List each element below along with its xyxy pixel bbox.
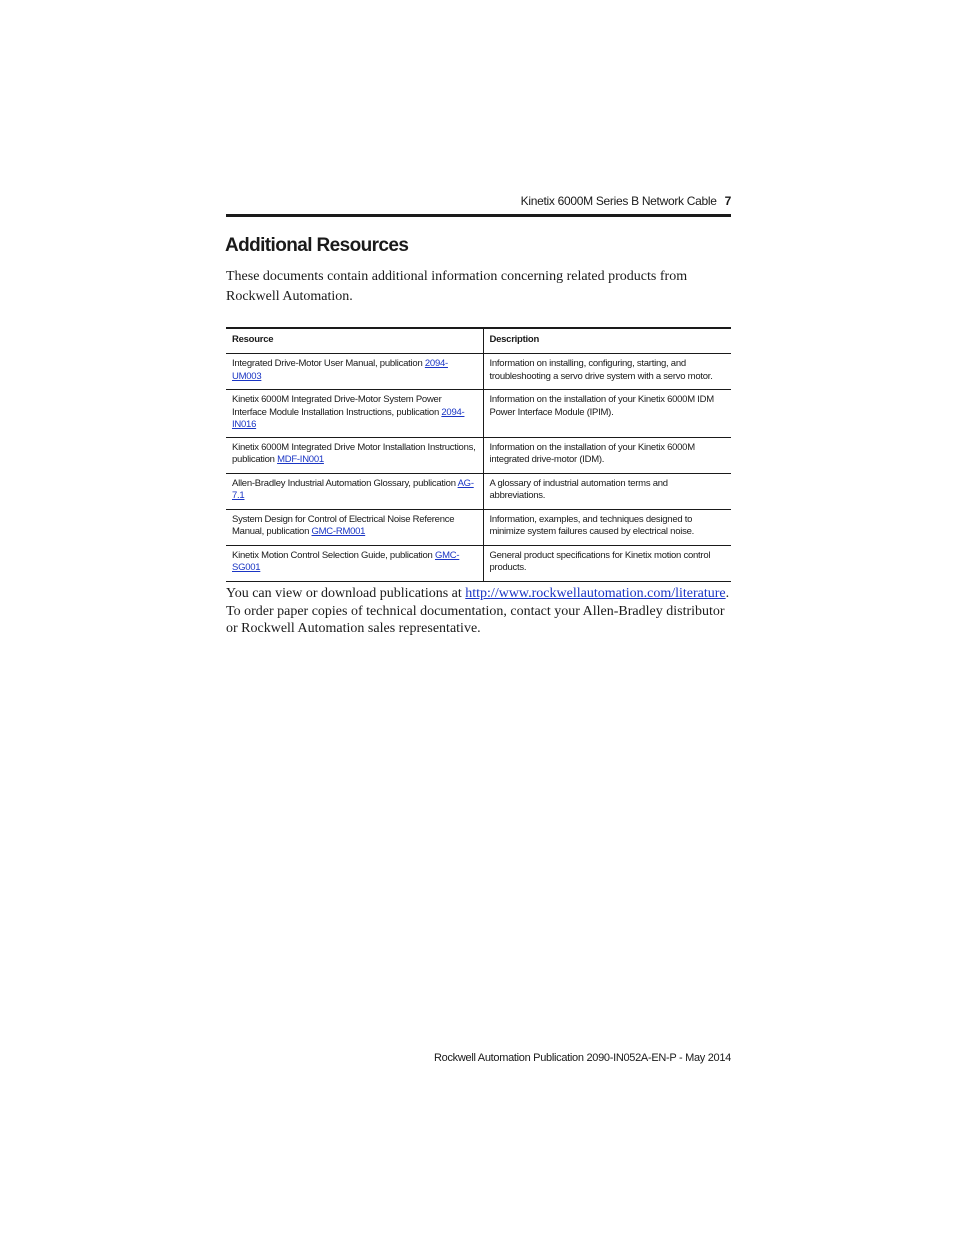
resource-cell xyxy=(226,390,483,438)
resource-text: Kinetix 6000M Integrated Drive-Motor System Power Interface Module Installation Instructions, publication xyxy=(232,394,442,418)
page-number: 7 xyxy=(724,194,731,208)
publication-link[interactable]: GMC-SG001 xyxy=(232,549,460,573)
description-cell: General product specifications for Kinetix motion control products. xyxy=(483,545,731,581)
resource-text: Allen-Bradley Industrial Automation Glossary, publication xyxy=(232,477,458,489)
resource-text: System Design for Control of Electrical Noise Reference Manual, publication xyxy=(232,513,455,537)
table-row xyxy=(226,545,731,581)
running-header xyxy=(226,193,731,209)
column-header-description: Description xyxy=(483,328,731,354)
publication-link[interactable]: AG-7.1 xyxy=(232,477,474,501)
table-row xyxy=(226,437,731,473)
table-row xyxy=(226,390,731,438)
literature-link[interactable]: http://www.rockwellautomation.com/literature xyxy=(465,586,726,601)
table-header-row xyxy=(226,328,731,354)
resource-text: Kinetix 6000M Integrated Drive Motor Installation Instructions, publication xyxy=(232,441,476,465)
closing-rest: . To order paper copies of technical documentation, contact your Allen-Bradley distributor or Rockwell Automation sales representative. xyxy=(226,586,730,636)
resources-table xyxy=(226,327,731,582)
resource-text: Kinetix Motion Control Selection Guide, publication xyxy=(232,549,435,561)
page-footer: Rockwell Automation Publication 2090-IN052A-EN-P - May 2014 xyxy=(434,1052,731,1064)
publication-link[interactable]: GMC-RM001 xyxy=(311,526,366,537)
column-header-resource: Resource xyxy=(226,328,483,354)
publication-link[interactable]: 2094-IN016 xyxy=(232,406,465,430)
header-rule xyxy=(226,214,731,217)
intro-paragraph: These documents contain additional information concerning related products from Rockwell Automation. xyxy=(226,269,688,304)
table-row xyxy=(226,473,731,509)
description-cell: Information on the installation of your Kinetix 6000M IDM Power Interface Module (IPIM). xyxy=(483,390,731,438)
description-cell: A glossary of industrial automation terms and abbreviations. xyxy=(483,473,731,509)
resource-text: Integrated Drive-Motor User Manual, publication xyxy=(232,358,425,369)
description-cell: Information, examples, and techniques designed to minimize system failures caused by electrical noise. xyxy=(483,509,731,545)
section-title: Additional Resources xyxy=(225,235,409,256)
resource-cell xyxy=(226,473,483,509)
table-row xyxy=(226,354,731,390)
resource-cell xyxy=(226,509,483,545)
resource-cell xyxy=(226,354,483,390)
description-cell: Information on the installation of your Kinetix 6000M integrated drive-motor (IDM). xyxy=(483,437,731,473)
description-cell: Information on installing, configuring, starting, and troubleshooting a servo drive system with a servo motor. xyxy=(483,354,731,390)
publication-link[interactable]: 2094-UM003 xyxy=(232,358,448,382)
resource-cell xyxy=(226,437,483,473)
table-row xyxy=(226,509,731,545)
closing-paragraph xyxy=(226,585,731,638)
running-title: Kinetix 6000M Series B Network Cable xyxy=(520,194,717,208)
closing-lead: You can view or download publications at xyxy=(226,586,466,601)
resource-cell xyxy=(226,545,483,581)
publication-link[interactable]: MDF-IN001 xyxy=(277,454,324,465)
